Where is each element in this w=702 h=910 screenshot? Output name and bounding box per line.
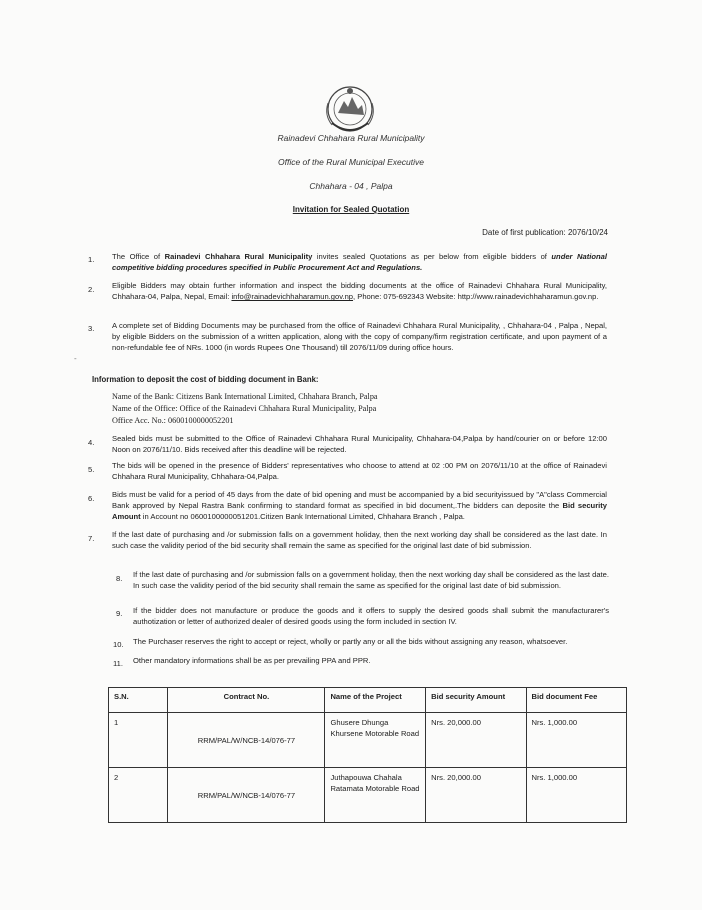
bank-heading: Information to deposit the cost of bidding document in Bank: bbox=[92, 375, 319, 384]
item-5-text: The bids will be opened in the presence of Bidders' representatives who choose to attend at 02 :00 PM on 2076/11/10 at the office of Rainadevi Chhahara Rural Municipality, Chhahara-04,Palpa. bbox=[112, 461, 607, 482]
item-1-text: The Office of Rainadevi Chhahara Rural Municipality invites sealed Quotations as per below from eligible bidders of under National competitive bidding procedures specified in Public Procurement Act and Regulations. bbox=[112, 252, 607, 273]
item-number: 1. bbox=[88, 255, 95, 264]
item-number: 10. bbox=[113, 640, 124, 649]
item-number: 5. bbox=[88, 465, 95, 474]
cell-project: Juthapouwa Chahala Ratamata Motorable Road bbox=[325, 768, 426, 823]
office-address: Chhahara - 04 , Palpa bbox=[309, 181, 393, 191]
publication-date: Date of first publication: 2076/10/24 bbox=[482, 228, 608, 237]
cell-contract: RRM/PAL/W/NCB-14/076-77 bbox=[168, 768, 325, 823]
item-9-text: If the bidder does not manufacture or produce the goods and it offers to supply the desired goods shall submit the manufacturarer's authotization or letter of authorized dealer of desired goods using the form included in section IV. bbox=[133, 606, 609, 627]
item-number: 6. bbox=[88, 494, 95, 503]
col-header-sn: S.N. bbox=[109, 688, 168, 713]
table-row bbox=[109, 768, 627, 823]
cell-security: Nrs. 20,000.00 bbox=[426, 768, 526, 823]
procedure-bold-italic: under National competitive bidding procedures specified in Public Procurement Act and Regulations. bbox=[112, 252, 607, 273]
bank-account: Office Acc. No.: 0600100000052201 bbox=[112, 416, 234, 425]
item-11-text: Other mandatory informations shall be as per prevailing PPA and PPR. bbox=[133, 656, 371, 665]
cell-sn: 1 bbox=[109, 713, 168, 768]
item-number: 7. bbox=[88, 534, 95, 543]
office-name: Office of the Rural Municipal Executive bbox=[278, 157, 424, 167]
item-7-text: If the last date of purchasing and /or submission falls on a government holiday, then the next working day shall be considered as the last date. In such case the validity period of the bid security shall remain the same as specified for the original last date of bid submission. bbox=[112, 530, 607, 551]
item-number: 3. bbox=[88, 324, 95, 333]
municipality-bold: Rainadevi Chhahara Rural Municipality bbox=[164, 252, 313, 261]
item-number: 8. bbox=[116, 574, 123, 583]
item-10-text: The Purchaser reserves the right to accept or reject, wholly or partly any or all the bids without assigning any reason, whatsoever. bbox=[133, 637, 568, 646]
item-number: 11. bbox=[113, 659, 123, 668]
cell-contract: RRM/PAL/W/NCB-14/076-77 bbox=[168, 713, 325, 768]
bank-office: Name of the Office: Office of the Rainadevi Chhahara Rural Municipality, Palpa bbox=[112, 404, 377, 413]
margin-mark: - bbox=[74, 354, 77, 363]
col-header-security: Bid security Amount bbox=[426, 688, 526, 713]
cell-fee: Nrs. 1,000.00 bbox=[526, 768, 627, 823]
col-header-project: Name of the Project bbox=[325, 688, 426, 713]
cell-sn: 2 bbox=[109, 768, 168, 823]
cell-project: Ghusere Dhunga Khursene Motorable Road bbox=[325, 713, 426, 768]
bid-security-bold: Bid security Amount bbox=[112, 501, 608, 522]
item-4-text: Sealed bids must be submitted to the Office of Rainadevi Chhahara Rural Municipality, Chhahara-04,Palpa by hand/courier on or before 12:00 Noon on 2076/11/10. Bids received after this deadline will be rejected. bbox=[112, 434, 607, 455]
cell-fee: Nrs. 1,000.00 bbox=[526, 713, 627, 768]
table-header-row bbox=[109, 688, 627, 713]
bank-name: Name of the Bank: Citizens Bank International Limited, Chhahara Branch, Palpa bbox=[112, 392, 378, 401]
item-number: 2. bbox=[88, 285, 95, 294]
cell-security: Nrs. 20,000.00 bbox=[426, 713, 526, 768]
item-2-text: Eligible Bidders may obtain further information and inspect the bidding documents at the office of Rainadevi Chhahara Rural Municipality, Chhahara-04, Palpa, Nepal, Email: info@rainadevichhaharamun.gov.np, Phone: 075-692343 Website: http://www.rainadevichhaharamun.gov.np. bbox=[112, 281, 607, 302]
item-number: 9. bbox=[116, 609, 123, 618]
col-header-contract: Contract No. bbox=[168, 688, 325, 713]
col-header-fee: Bid document Fee bbox=[526, 688, 627, 713]
item-8-text: If the last date of purchasing and /or submission falls on a government holiday, then the next working day shall be considered as the last date. In such case the validity period of the bid security shall remain the same as specified for the original last date of bid submission. bbox=[133, 570, 609, 591]
municipality-name: Rainadevi Chhahara Rural Municipality bbox=[277, 133, 425, 143]
email-link[interactable]: info@rainadevichhaharamun.gov.np bbox=[231, 292, 354, 302]
item-number: 4. bbox=[88, 438, 95, 447]
item-3-text: A complete set of Bidding Documents may be purchased from the office of Rainadevi Chhahara Rural Municipality, , Chhahara-04 , Palpa , Nepal, by eligible Bidders on the submission of a written application, along with the copy of company/firm registration certificate, and upon payment of a non-refundable fee of NRs. 1000 (in words Rupees One Thousand) till 2076/11/09 during office hours. bbox=[112, 321, 607, 353]
page-title: Invitation for Sealed Quotation bbox=[292, 205, 410, 214]
bid-table bbox=[108, 687, 627, 823]
table-row bbox=[109, 713, 627, 768]
item-6-text: Bids must be valid for a period of 45 days from the date of bid opening and must be accompanied by a bid securityissued by "A"class Commercial Bank approved by Nepal Rastra Bank confirming to standard format as specified in bid document,.The bidders can deposite the Bid security Amount in Account no 0600100000051201.Citizen Bank International Limited, Chhahara Branch , Palpa. bbox=[112, 490, 608, 522]
